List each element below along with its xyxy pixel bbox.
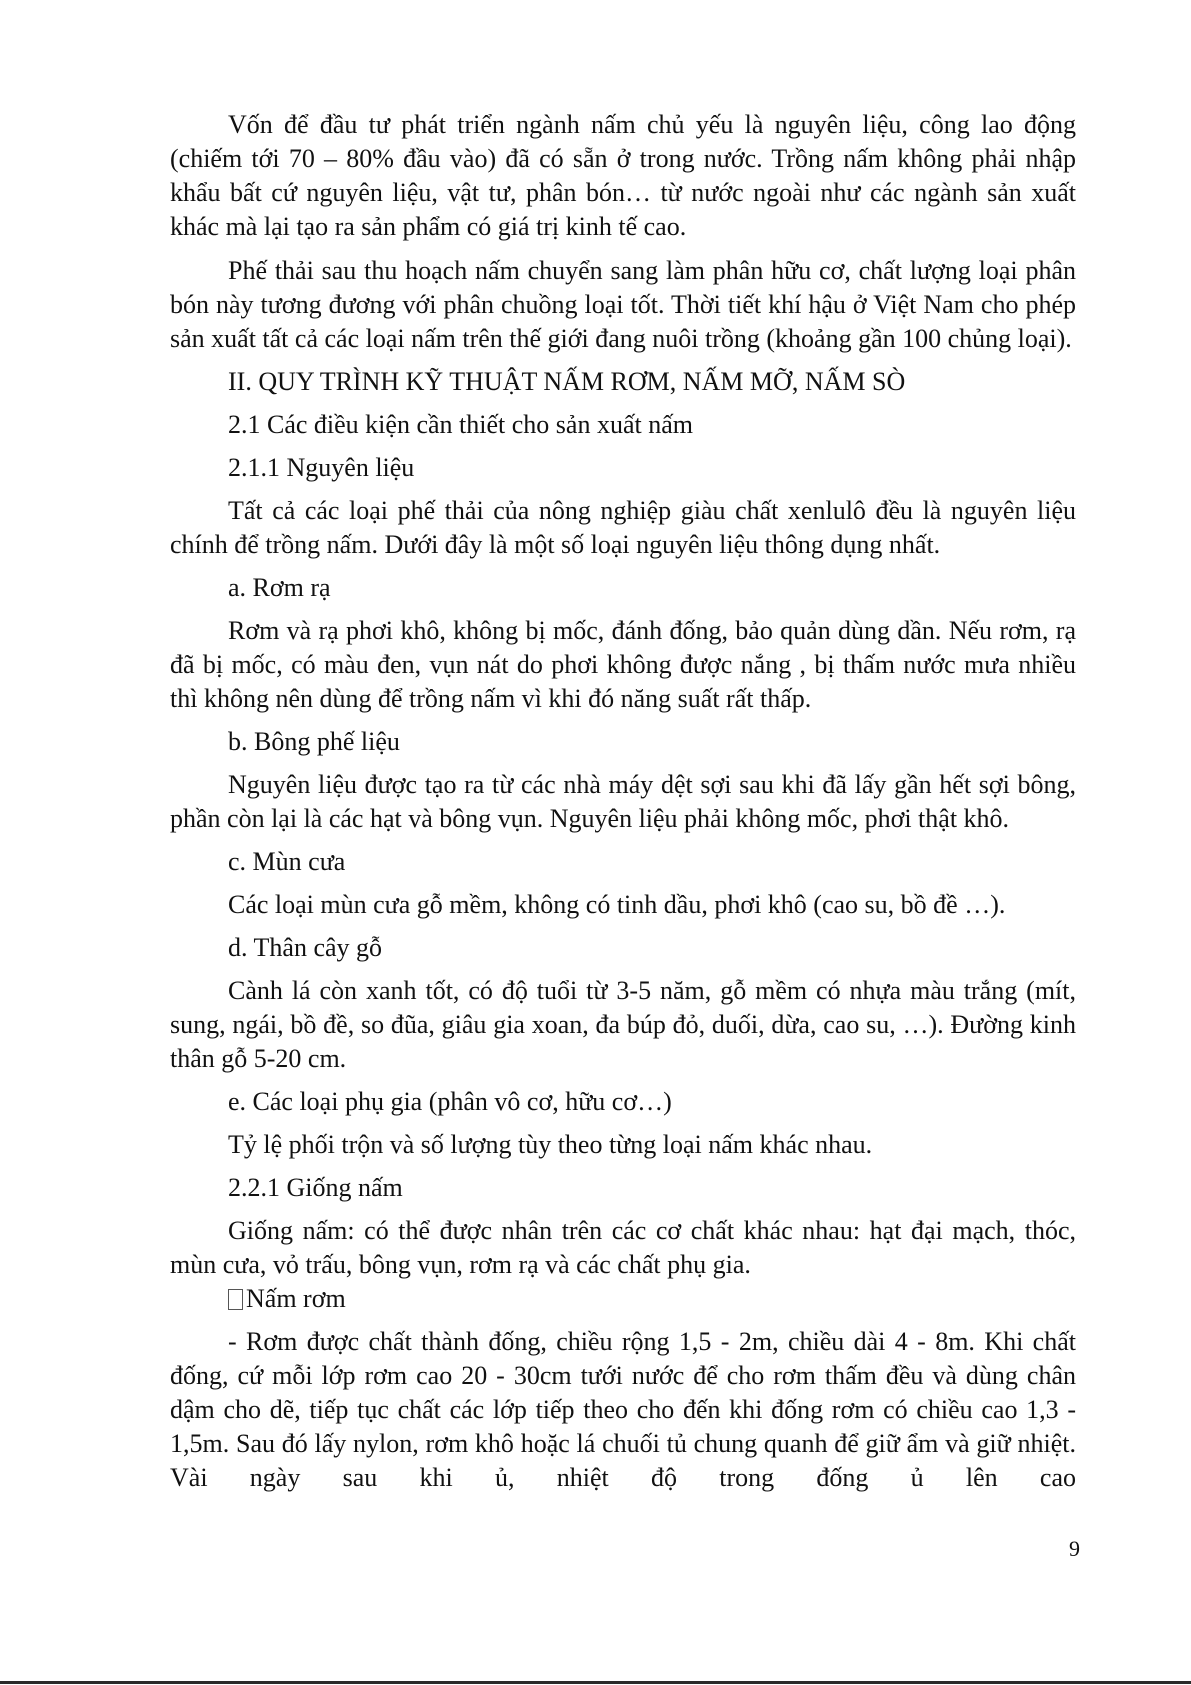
bullet-box-icon [228,1289,243,1310]
paragraph-spawn: Giống nấm: có thể được nhân trên các cơ chất khác nhau: hạt đại mạch, thóc, mùn cưa, vỏ trấu, bông vụn, rơm rạ và các chất phụ gia. [170,1216,1076,1279]
subsection-heading-2-2-1: 2.2.1 Giống nấm [228,1173,403,1202]
bullet-straw-mushroom [170,1282,1076,1316]
subsection-heading-2-1-1: 2.1.1 Nguyên liệu [228,453,415,482]
paragraph-additives: Tỷ lệ phối trộn và số lượng tùy theo từng loại nấm khác nhau. [228,1130,873,1159]
bullet-label: Nấm rơm [246,1284,346,1313]
paragraph-wood-trunk: Cành lá còn xanh tốt, có độ tuổi từ 3-5 năm, gỗ mềm có nhựa màu trắng (mít, sung, ngái, bồ đề, so đũa, giâu gia xoan, đa búp đỏ, duối, dừa, cao su, …). Đường kinh thân gỗ 5-20 cm. [170,976,1076,1073]
item-heading-c: c. Mùn cưa [228,847,346,876]
bottom-edge-line [0,1681,1191,1684]
item-heading-d: d. Thân cây gỗ [228,933,383,962]
item-heading-a: a. Rơm rạ [228,573,331,602]
paragraph-sawdust: Các loại mùn cưa gỗ mềm, không có tinh dầu, phơi khô (cao su, bồ đề …). [228,890,1006,919]
subsection-heading-2-1: 2.1 Các điều kiện cần thiết cho sản xuất nấm [228,410,693,439]
paragraph-materials-intro: Tất cả các loại phế thải của nông nghiệp giàu chất xenlulô đều là nguyên liệu chính để trồng nấm. Dưới đây là một số loại nguyên liệu thông dụng nhất. [170,496,1076,559]
paragraph-cotton-waste: Nguyên liệu được tạo ra từ các nhà máy dệt sợi sau khi đã lấy gần hết sợi bông, phần còn lại là các hạt và bông vụn. Nguyên liệu phải không mốc, phơi thật khô. [170,770,1076,833]
page-number: 9 [1069,1536,1080,1561]
item-heading-e: e. Các loại phụ gia (phân vô cơ, hữu cơ…) [228,1087,672,1116]
paragraph-straw: Rơm và rạ phơi khô, không bị mốc, đánh đống, bảo quản dùng dần. Nếu rơm, rạ đã bị mốc, có màu đen, vụn nát do phơi không được nắng , bị thấm nước mưa nhiều thì không nên dùng để trồng nấm vì khi đó năng suất rất thấp. [170,616,1076,713]
section-heading: II. QUY TRÌNH KỸ THUẬT NẤM RƠM, NẤM MỠ, NẤM SÒ [228,367,906,396]
item-heading-b: b. Bông phế liệu [228,727,400,756]
body-text [170,108,1076,1495]
paragraph-capital-investment: Vốn để đầu tư phát triển ngành nấm chủ yếu là nguyên liệu, công lao động (chiếm tới 70 – 80% đầu vào) đã có sẵn ở trong nước. Trồng nấm không phải nhập khẩu bất cứ nguyên liệu, vật tư, phân bón… từ nước ngoài như các ngành sản xuất khác mà lại tạo ra sản phẩm có giá trị kinh tế cao. [170,110,1076,241]
paragraph-straw-pile: - Rơm được chất thành đống, chiều rộng 1,5 - 2m, chiều dài 4 - 8m. Khi chất đống, cứ mỗi lớp rơm cao 20 - 30cm tưới nước để cho rơm thấm đều và dùng chân dậm cho dẽ, tiếp tục chất các lớp tiếp theo cho đến khi đống rơm có chiều cao 1,3 - 1,5m. Sau đó lấy nylon, rơm khô hoặc lá chuối tủ chung quanh để giữ ẩm và giữ nhiệt. Vài ngày sau khi ủ, nhiệt độ trong đống ủ lên cao [170,1327,1076,1492]
paragraph-waste-fertilizer: Phế thải sau thu hoạch nấm chuyển sang làm phân hữu cơ, chất lượng loại phân bón này tương đương với phân chuồng loại tốt. Thời tiết khí hậu ở Việt Nam cho phép sản xuất tất cả các loại nấm trên thế giới đang nuôi trồng (khoảng gần 100 chủng loại). [170,256,1076,353]
